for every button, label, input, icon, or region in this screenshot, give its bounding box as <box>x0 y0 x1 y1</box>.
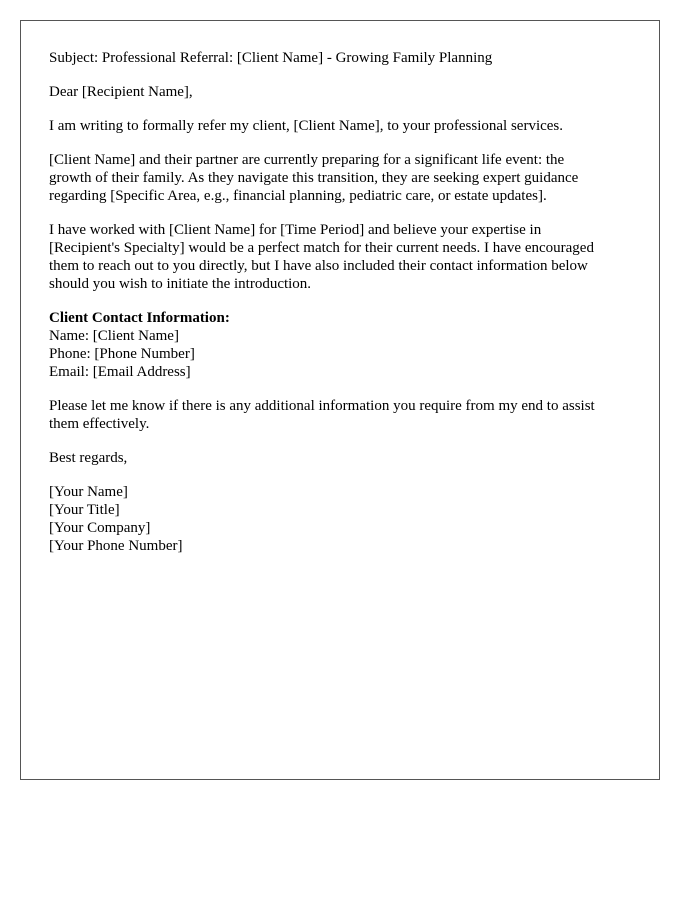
signature-title: [Your Title] <box>49 502 120 518</box>
event-paragraph-line: growth of their family. As they navigate this transition, they are seeking expert guidance <box>49 170 579 186</box>
intro-paragraph: I am writing to formally refer my client, [Client Name], to your professional services. <box>49 118 564 134</box>
experience-paragraph <box>49 221 631 293</box>
letter-frame <box>20 20 660 780</box>
event-paragraph <box>49 151 631 205</box>
subject-line: Subject: Professional Referral: [Client Name] - Growing Family Planning <box>49 50 493 66</box>
contact-phone: Phone: [Phone Number] <box>49 346 195 362</box>
closing-paragraph <box>49 397 631 433</box>
contact-email: Email: [Email Address] <box>49 364 191 380</box>
salutation: Dear [Recipient Name], <box>49 84 193 100</box>
closing-paragraph-line: them effectively. <box>49 416 150 432</box>
client-contact-block <box>49 309 631 381</box>
experience-paragraph-line: I have worked with [Client Name] for [Time Period] and believe your expertise in <box>49 222 542 238</box>
contact-name: Name: [Client Name] <box>49 328 179 344</box>
event-paragraph-line: [Client Name] and their partner are currently preparing for a significant life event: the <box>49 152 565 168</box>
signoff: Best regards, <box>49 450 128 466</box>
signature-phone: [Your Phone Number] <box>49 538 183 554</box>
experience-paragraph-line: them to reach out to you directly, but I have also included their contact information below <box>49 258 588 274</box>
contact-heading: Client Contact Information: <box>49 310 230 326</box>
experience-paragraph-line: should you wish to initiate the introduction. <box>49 276 312 292</box>
closing-paragraph-line: Please let me know if there is any additional information you require from my end to assist <box>49 398 595 414</box>
signature-block <box>49 483 631 555</box>
event-paragraph-line: regarding [Specific Area, e.g., financial planning, pediatric care, or estate updates]. <box>49 188 547 204</box>
experience-paragraph-line: [Recipient's Specialty] would be a perfect match for their current needs. I have encouraged <box>49 240 594 256</box>
signature-company: [Your Company] <box>49 520 151 536</box>
signature-name: [Your Name] <box>49 484 128 500</box>
